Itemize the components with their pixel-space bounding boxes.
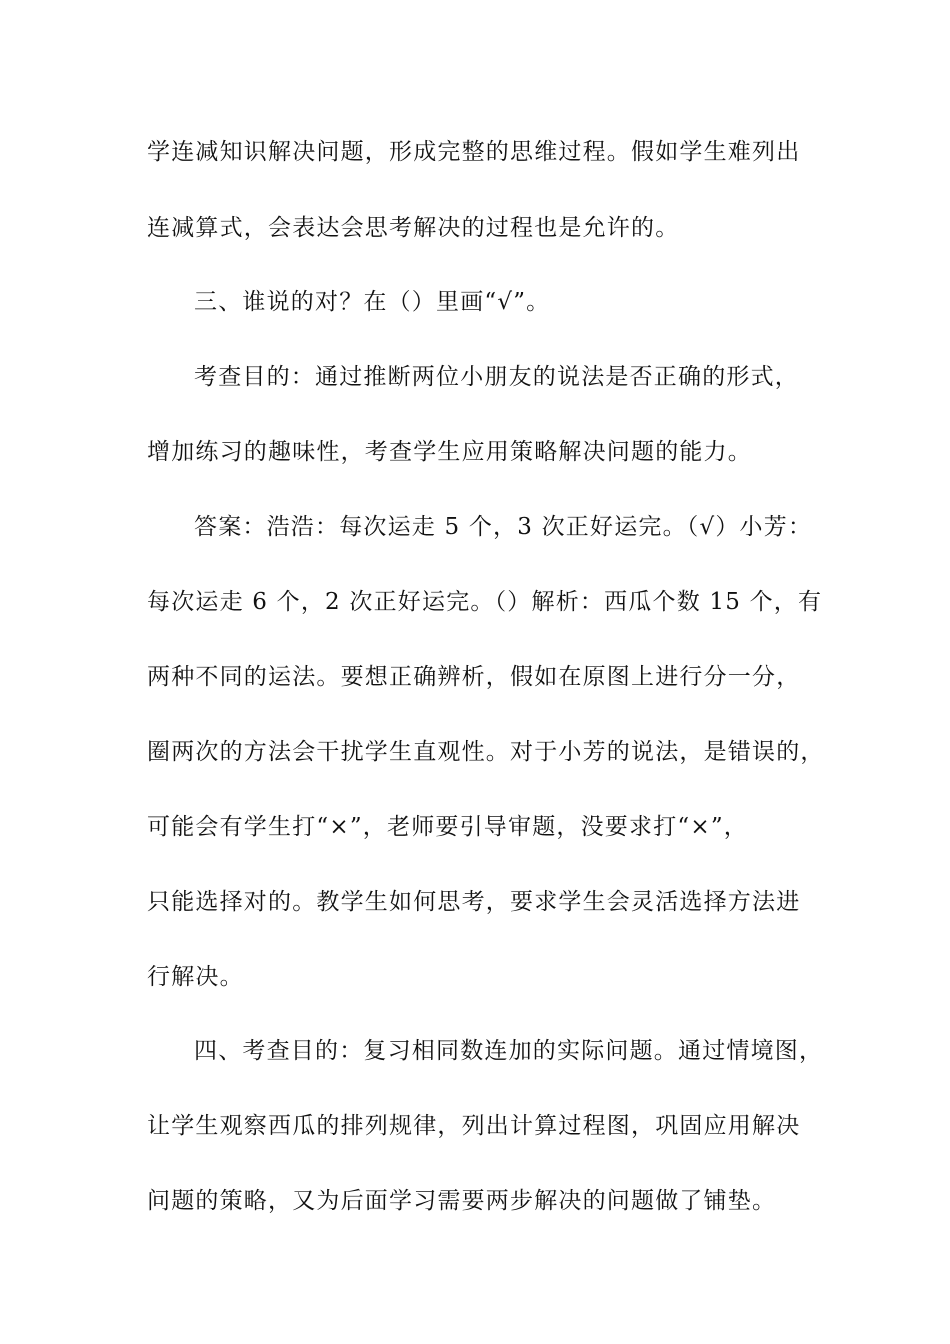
text-line-7: 每次运走 6 个，2 次正好运完。（）解析：西瓜个数 15 个，有 bbox=[147, 589, 823, 615]
text-line-6: 答案：浩浩：每次运走 5 个，3 次正好运完。（√）小芳： bbox=[194, 514, 813, 540]
text-line-2: 连减算式，会表达会思考解决的过程也是允许的。 bbox=[147, 215, 680, 241]
text-line-8: 两种不同的运法。要想正确辨析，假如在原图上进行分一分， bbox=[147, 664, 801, 690]
text-line-1: 学连减知识解决问题，形成完整的思维过程。假如学生难列出 bbox=[147, 139, 801, 165]
text-line-4: 考查目的：通过推断两位小朋友的说法是否正确的形式， bbox=[194, 364, 799, 390]
text-line-14: 让学生观察西瓜的排列规律，列出计算过程图，巩固应用解决 bbox=[147, 1113, 801, 1139]
section-heading-3: 三、谁说的对？在（）里画“√”。 bbox=[194, 289, 551, 315]
text-line-12: 行解决。 bbox=[147, 964, 244, 990]
text-line-10: 可能会有学生打“×”，老师要引导审题，没要求打“×”， bbox=[147, 814, 748, 840]
text-line-9: 圈两次的方法会干扰学生直观性。对于小芳的说法，是错误的， bbox=[147, 739, 825, 765]
text-line-5: 增加练习的趣味性，考查学生应用策略解决问题的能力。 bbox=[147, 439, 752, 465]
text-line-11: 只能选择对的。教学生如何思考，要求学生会灵活选择方法进 bbox=[147, 889, 801, 915]
text-line-15: 问题的策略，又为后面学习需要两步解决的问题做了铺垫。 bbox=[147, 1188, 777, 1214]
section-heading-4: 四、考查目的：复习相同数连加的实际问题。通过情境图， bbox=[194, 1038, 824, 1064]
